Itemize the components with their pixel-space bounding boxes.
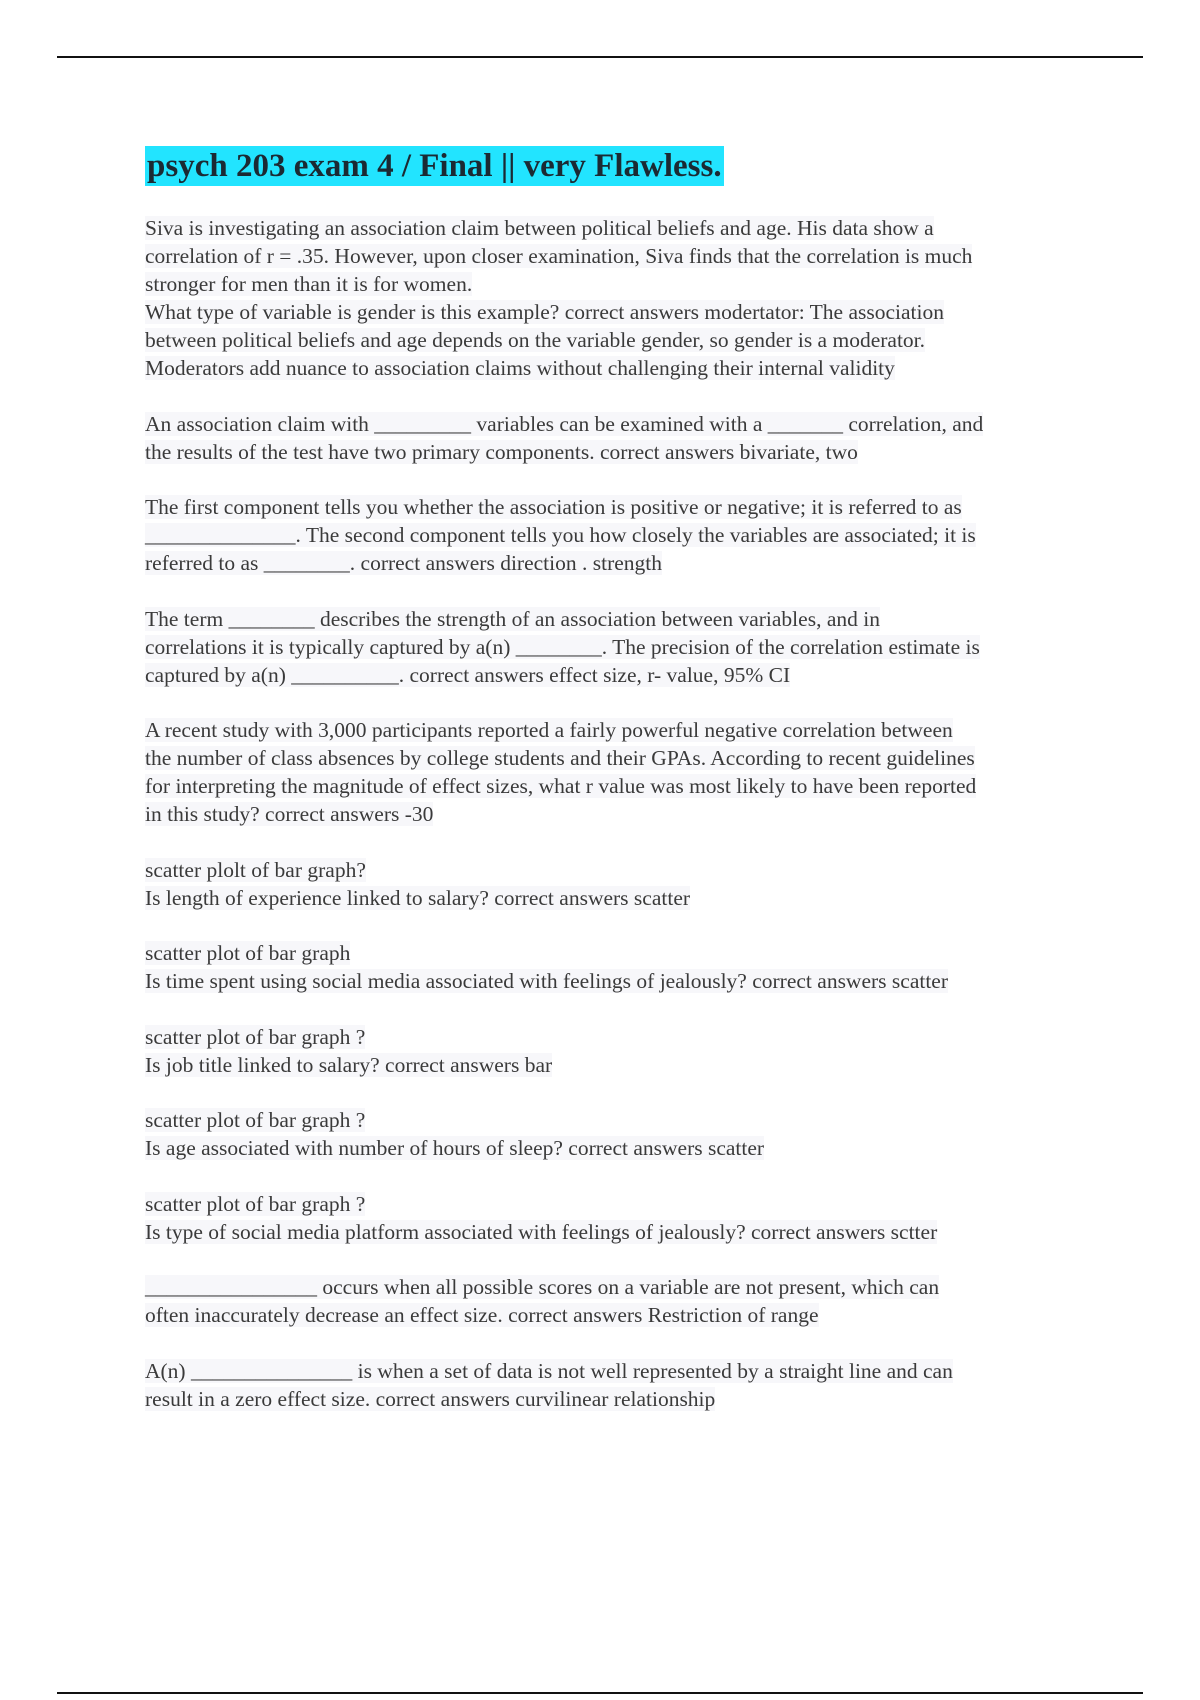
footer-rule xyxy=(57,1692,1143,1694)
text-line-content: Is time spent using social media associated with feelings of jealously? correct answers scatter xyxy=(145,969,949,993)
text-line-content: Is length of experience linked to salary? correct answers scatter xyxy=(145,885,691,910)
qa-block xyxy=(145,1273,1093,1329)
text-line xyxy=(145,214,1093,242)
text-line xyxy=(145,270,1093,298)
text-line-content: between political beliefs and age depends on the variable gender, so gender is a moderator. xyxy=(145,328,926,352)
text-line-content: the number of class absences by college students and their GPAs. According to recent guidelines xyxy=(145,746,975,770)
text-line xyxy=(145,1106,1093,1134)
text-line-content: A recent study with 3,000 participants reported a fairly powerful negative correlation between xyxy=(145,718,953,742)
text-line-content: Is age associated with number of hours of sleep? correct answers scatter xyxy=(145,1136,765,1160)
text-line-content: often inaccurately decrease an effect size. correct answers Restriction of range xyxy=(145,1303,819,1327)
text-line xyxy=(145,1190,1093,1218)
text-line xyxy=(145,716,1093,744)
qa-block xyxy=(145,716,1093,828)
qa-block xyxy=(145,605,1093,689)
text-line-content: result in a zero effect size. correct answers curvilinear relationship xyxy=(145,1386,716,1411)
text-line xyxy=(145,493,1093,521)
text-line xyxy=(145,326,1093,354)
text-line-content: ______________. The second component tells you how closely the variables are associated; it is xyxy=(145,523,976,547)
text-line xyxy=(145,939,1093,967)
text-line xyxy=(145,242,1093,270)
qa-block xyxy=(145,1023,1093,1079)
text-line xyxy=(145,1273,1093,1301)
qa-block xyxy=(145,939,1093,995)
text-line xyxy=(145,967,1093,995)
text-line xyxy=(145,661,1093,689)
text-line-content: scatter plolt of bar graph? xyxy=(145,857,366,882)
text-line-content: An association claim with _________ variables can be examined with a _______ correlation, and xyxy=(145,411,984,436)
text-line-content: stronger for men than it is for women. xyxy=(145,272,473,296)
qa-block xyxy=(145,1190,1093,1246)
text-line-content: ________________ occurs when all possible scores on a variable are not present, which can xyxy=(145,1275,940,1299)
text-line-content: scatter plot of bar graph ? xyxy=(145,1191,366,1216)
text-line-content: Is type of social media platform associated with feelings of jealously? correct answers sctter xyxy=(145,1219,938,1244)
text-line xyxy=(145,298,1093,326)
text-line-content: correlation of r = .35. However, upon closer examination, Siva finds that the correlation is much xyxy=(145,244,973,268)
text-line-content: in this study? correct answers -30 xyxy=(145,802,434,826)
text-line-content: correlations it is typically captured by a(n) ________. The precision of the correlation estimate is xyxy=(145,634,980,659)
qa-block xyxy=(145,493,1093,577)
text-line xyxy=(145,605,1093,633)
text-line-content: captured by a(n) __________. correct answers effect size, r- value, 95% CI xyxy=(145,662,791,687)
text-line-content: Moderators add nuance to association claims without challenging their internal validity xyxy=(145,356,895,380)
text-line xyxy=(145,772,1093,800)
text-line xyxy=(145,800,1093,828)
text-line xyxy=(145,1023,1093,1051)
qa-block xyxy=(145,1357,1093,1413)
text-line-content: Is job title linked to salary? correct answers bar xyxy=(145,1052,553,1077)
text-line xyxy=(145,521,1093,549)
text-line xyxy=(145,1357,1093,1385)
text-line xyxy=(145,884,1093,912)
text-line xyxy=(145,856,1093,884)
text-line xyxy=(145,1134,1093,1162)
qa-list xyxy=(145,214,1093,1413)
text-line xyxy=(145,1301,1093,1329)
text-line-content: The term ________ describes the strength of an association between variables, and in xyxy=(145,606,880,631)
text-line-content: for interpreting the magnitude of effect sizes, what r value was most likely to have been reported xyxy=(145,774,977,798)
qa-block xyxy=(145,856,1093,912)
text-line-content: What type of variable is gender is this example? correct answers modertator: The association xyxy=(145,300,944,324)
text-line-content: the results of the test have two primary components. correct answers bivariate, two xyxy=(145,439,858,464)
text-line-content: A(n) _______________ is when a set of data is not well represented by a straight line and can xyxy=(145,1358,953,1383)
text-line xyxy=(145,438,1093,466)
document-body xyxy=(145,146,1093,1440)
text-line-content: Siva is investigating an association claim between political beliefs and age. His data show a xyxy=(145,216,934,240)
text-line-content: The first component tells you whether the association is positive or negative; it is referred to as xyxy=(145,495,962,519)
text-line-content: scatter plot of bar graph ? xyxy=(145,1024,366,1049)
text-line xyxy=(145,1051,1093,1079)
text-line xyxy=(145,633,1093,661)
qa-block xyxy=(145,214,1093,382)
text-line xyxy=(145,354,1093,382)
qa-block xyxy=(145,1106,1093,1162)
header-rule xyxy=(57,56,1143,58)
document-title: psych 203 exam 4 / Final || very Flawless. xyxy=(147,148,722,184)
text-line-content: scatter plot of bar graph xyxy=(145,941,351,965)
text-line xyxy=(145,1218,1093,1246)
text-line xyxy=(145,744,1093,772)
text-line xyxy=(145,410,1093,438)
text-line-content: referred to as ________. correct answers direction . strength xyxy=(145,551,663,575)
text-line xyxy=(145,1385,1093,1413)
text-line-content: scatter plot of bar graph ? xyxy=(145,1108,366,1132)
text-line xyxy=(145,549,1093,577)
qa-block xyxy=(145,410,1093,466)
